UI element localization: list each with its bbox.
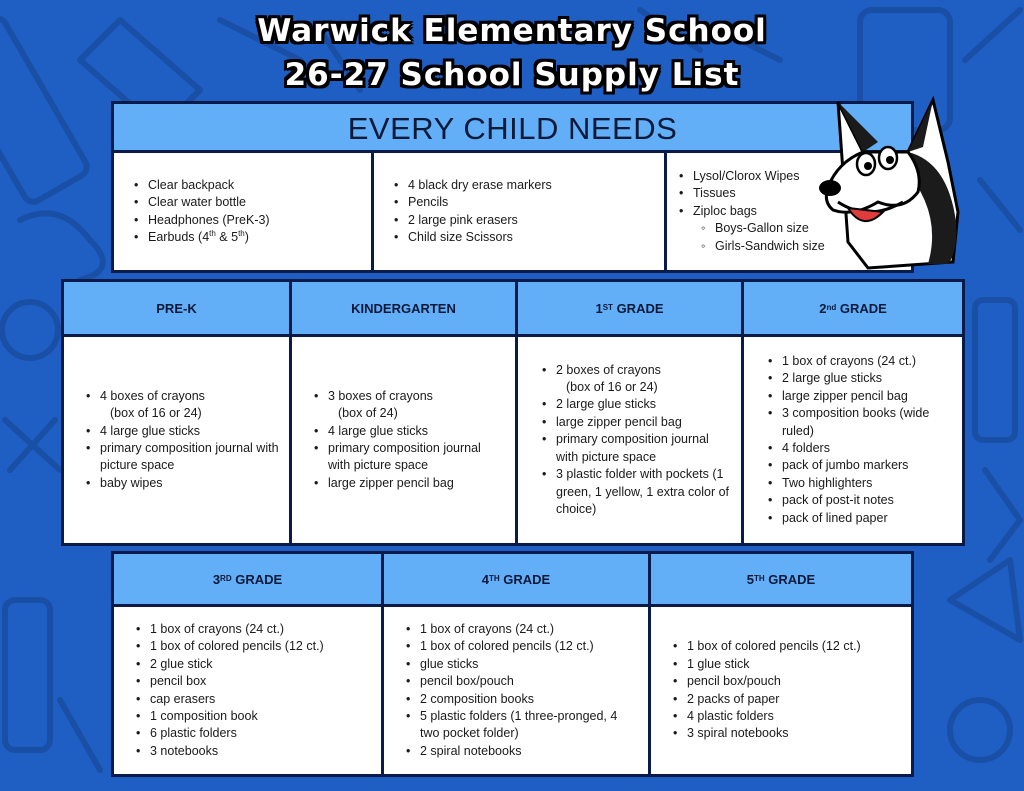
list-item-label: Ziploc bags bbox=[693, 203, 757, 218]
list-item: • glue sticks bbox=[420, 656, 638, 673]
every-child-col-1 bbox=[114, 153, 371, 270]
list-item: • pack of jumbo markers bbox=[782, 457, 952, 474]
list-item: • 1 box of colored pencils (12 ct.) bbox=[687, 638, 861, 655]
list-item-label: 4 boxes of crayons bbox=[100, 388, 205, 403]
page-subtitle: 26-27 School Supply List bbox=[284, 57, 740, 93]
list-item: • 6 plastic folders bbox=[150, 725, 324, 742]
list-item: • Lysol/Clorox Wipes bbox=[693, 168, 825, 185]
every-child-col-2 bbox=[371, 153, 664, 270]
grade-heading-kindergarten: KINDERGARTEN bbox=[292, 282, 515, 337]
grades-row-2 bbox=[111, 551, 914, 777]
grade-column-1st bbox=[515, 282, 741, 543]
grade-word: GRADE bbox=[503, 571, 551, 587]
list-item: • 2 large glue sticks bbox=[556, 396, 731, 413]
list-item: • Headphones (PreK-3) bbox=[148, 212, 270, 229]
list-item: • 2 large glue sticks bbox=[782, 370, 952, 387]
grade-column-5th bbox=[648, 554, 911, 774]
list-item bbox=[100, 388, 279, 423]
grade-heading-1st: 1 ST GRADE bbox=[518, 282, 741, 337]
list-item: • Two highlighters bbox=[782, 475, 952, 492]
list-item-note: (box of 16 or 24) bbox=[110, 406, 202, 421]
list-item bbox=[556, 362, 731, 397]
list-item-note: (box of 16 or 24) bbox=[566, 380, 658, 395]
list-item: • large zipper pencil bag bbox=[556, 414, 731, 431]
list-item: • 1 composition book bbox=[150, 708, 324, 725]
grade-column-prek bbox=[64, 282, 289, 543]
list-item: • 1 box of crayons (24 ct.) bbox=[420, 621, 638, 638]
list-item: • 3 plastic folder with pockets (1 green, 1 yellow, 1 extra color of choice) bbox=[556, 466, 731, 518]
every-child-needs-heading: EVERY CHILD NEEDS bbox=[114, 104, 911, 153]
list-item bbox=[148, 229, 270, 246]
sub-list-item: ◦ Girls-Sandwich size bbox=[715, 238, 825, 255]
list-item: • 1 box of crayons (24 ct.) bbox=[782, 353, 952, 370]
list-item: • large zipper pencil bag bbox=[328, 475, 505, 492]
grade-number: 3 bbox=[212, 571, 221, 587]
grade-heading-prek: PRE-K bbox=[64, 282, 289, 337]
list-item: • 4 plastic folders bbox=[687, 708, 861, 725]
list-item-label: 3 boxes of crayons bbox=[328, 388, 433, 403]
list-item: • 4 black dry erase markers bbox=[408, 177, 552, 194]
grade-column-3rd bbox=[114, 554, 381, 774]
list-item: • 1 glue stick bbox=[687, 656, 861, 673]
list-item: • 1 box of crayons (24 ct.) bbox=[150, 621, 324, 638]
earbuds-text: Earbuds (4th & 5th) bbox=[148, 228, 249, 244]
list-item-label: 2 boxes of crayons bbox=[556, 362, 661, 377]
grade-heading-2nd: 2 nd GRADE bbox=[744, 282, 962, 337]
list-item bbox=[693, 203, 825, 255]
grade-word: GRADE bbox=[616, 300, 664, 316]
list-item: • primary composition journal with picture space bbox=[328, 440, 505, 475]
list-item: • Pencils bbox=[408, 194, 552, 211]
list-item: • 4 large glue sticks bbox=[100, 423, 279, 440]
page-title: Warwick Elementary School bbox=[257, 13, 767, 49]
grade-word: GRADE bbox=[235, 571, 283, 587]
list-item: • Tissues bbox=[693, 185, 825, 202]
grade-column-4th bbox=[381, 554, 648, 774]
grades-row-1 bbox=[61, 279, 965, 546]
list-item: • 2 packs of paper bbox=[687, 691, 861, 708]
list-item: • pencil box bbox=[150, 673, 324, 690]
husky-mascot-icon bbox=[808, 92, 968, 270]
grade-column-2nd bbox=[741, 282, 962, 543]
list-item: • 3 notebooks bbox=[150, 743, 324, 760]
list-item: • 2 glue stick bbox=[150, 656, 324, 673]
list-item: • pack of lined paper bbox=[782, 510, 952, 527]
grade-column-kindergarten bbox=[289, 282, 515, 543]
grade-word: GRADE bbox=[839, 300, 887, 316]
list-item: • 3 composition books (wide ruled) bbox=[782, 405, 952, 440]
list-item: • 2 composition books bbox=[420, 691, 638, 708]
list-item: • pencil box/pouch bbox=[687, 673, 861, 690]
list-item: • 1 box of colored pencils (12 ct.) bbox=[420, 638, 638, 655]
list-item: • Child size Scissors bbox=[408, 229, 552, 246]
grade-number: 4 bbox=[481, 571, 489, 587]
list-item-note: (box of 24) bbox=[338, 406, 398, 421]
grade-heading-5th: 5 TH GRADE bbox=[651, 554, 911, 607]
list-item: • baby wipes bbox=[100, 475, 279, 492]
list-item: • primary composition journal with picture space bbox=[556, 431, 731, 466]
grade-word: GRADE bbox=[768, 571, 816, 587]
list-item: • Clear backpack bbox=[148, 177, 270, 194]
list-item: • 4 large glue sticks bbox=[328, 423, 505, 440]
list-item: • pack of post-it notes bbox=[782, 492, 952, 509]
every-child-needs-section bbox=[111, 101, 914, 273]
grade-number: 5 bbox=[746, 571, 754, 587]
sub-list-item: ◦ Boys-Gallon size bbox=[715, 220, 825, 237]
list-item: • pencil box/pouch bbox=[420, 673, 638, 690]
list-item: • 5 plastic folders (1 three-pronged, 4 two pocket folder) bbox=[420, 708, 638, 743]
list-item: • 2 spiral notebooks bbox=[420, 743, 638, 760]
list-item bbox=[328, 388, 505, 423]
grade-number: 2 bbox=[819, 300, 827, 316]
list-item: • 3 spiral notebooks bbox=[687, 725, 861, 742]
list-item: • cap erasers bbox=[150, 691, 324, 708]
list-item: • 2 large pink erasers bbox=[408, 212, 552, 229]
list-item: • Clear water bottle bbox=[148, 194, 270, 211]
grade-heading-3rd: 3 RD GRADE bbox=[114, 554, 381, 607]
grade-heading-4th: 4 TH GRADE bbox=[384, 554, 648, 607]
list-item: • 4 folders bbox=[782, 440, 952, 457]
list-item: • primary composition journal with picture space bbox=[100, 440, 279, 475]
list-item: • 1 box of colored pencils (12 ct.) bbox=[150, 638, 324, 655]
grade-number: 1 bbox=[595, 300, 603, 316]
list-item: • large zipper pencil bag bbox=[782, 388, 952, 405]
